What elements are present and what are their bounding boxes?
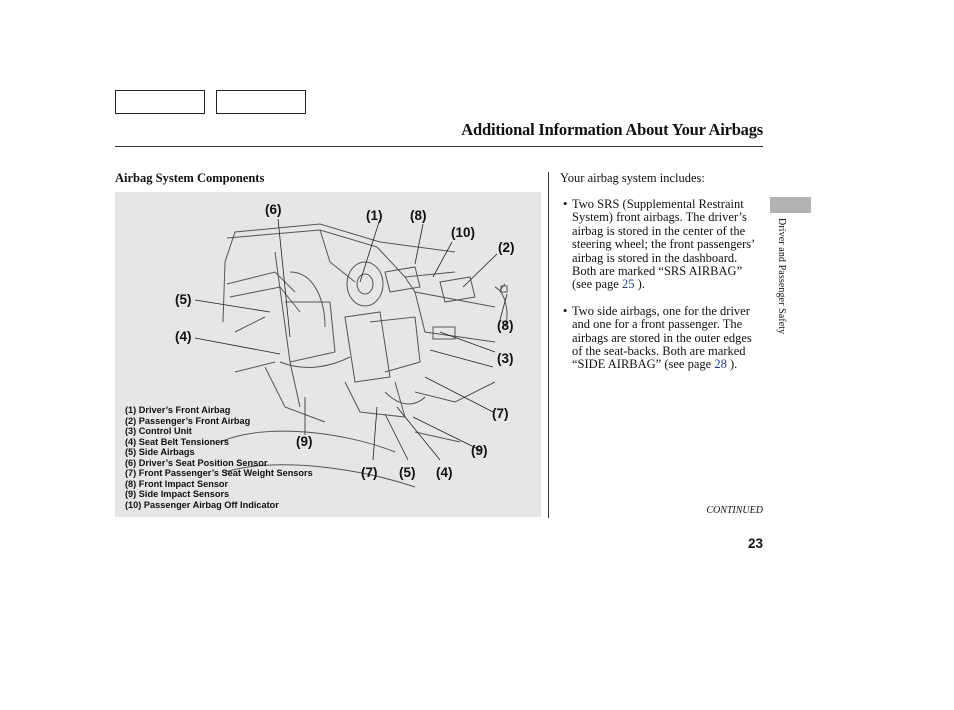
bullet-marker: •	[563, 197, 568, 211]
legend-item: (5) Side Airbags	[125, 447, 195, 457]
callout-3: (3)	[497, 351, 514, 366]
column-divider	[548, 172, 549, 518]
callout-5: (5)	[175, 292, 192, 307]
page-link-25[interactable]: 25	[621, 277, 635, 292]
section-tab-label: Driver and Passenger Safety	[776, 218, 787, 335]
intro-text: Your airbag system includes:	[560, 171, 705, 185]
page-title: Additional Information About Your Airbags	[461, 120, 763, 139]
bullet-text-end: ).	[634, 277, 645, 292]
callout-8-lower: (8)	[497, 318, 514, 333]
callout-4: (4)	[175, 329, 192, 344]
callout-2: (2)	[498, 240, 515, 255]
legend-item: (7) Front Passenger’s Seat Weight Sensors	[125, 468, 313, 478]
airbag-components-figure	[115, 192, 541, 517]
bullet-marker: •	[563, 303, 568, 318]
section-tab-marker	[770, 197, 811, 213]
legend-item: (1) Driver’s Front Airbag	[125, 405, 231, 415]
bullet-text: Two side airbags, one for the driver and one for a front passenger. The airbags are stored in the outer edges of the seat-backs. Both are marked “SIDE AIRBAG” (see page	[572, 303, 752, 372]
callout-1: (1)	[366, 208, 383, 223]
legend-item: (6) Driver’s Seat Position Sensor	[125, 457, 268, 468]
legend-item: (4) Seat Belt Tensioners	[125, 436, 229, 447]
nav-previous-button[interactable]	[115, 90, 205, 114]
bullet-list	[563, 198, 763, 385]
components-legend	[125, 405, 313, 510]
legend-item: (2) Passenger’s Front Airbag	[125, 415, 251, 426]
section-heading: Airbag System Components	[115, 171, 265, 185]
bullet-text: Two SRS (Supplemental Restraint System) front airbags. The driver’s airbag is stored in the center of the steering wheel; the front passengers’ airbag is stored in the dashboard. Both are marked “SRS AIRBAG” (see page	[572, 197, 755, 292]
page-number: 23	[747, 536, 763, 551]
callout-4-lower: (4)	[436, 465, 453, 480]
callout-9-right: (9)	[471, 443, 488, 458]
continued-label: CONTINUED	[706, 505, 763, 516]
legend-item: (8) Front Impact Sensor	[125, 478, 229, 489]
bullet-text-end: ).	[726, 357, 738, 372]
callout-7: (7)	[492, 406, 509, 421]
list-item	[563, 305, 763, 372]
legend-item: (10) Passenger Airbag Off Indicator	[125, 499, 279, 510]
page-link-28[interactable]: 28	[714, 357, 727, 372]
callout-5-lower: (5)	[399, 465, 416, 480]
callout-6: (6)	[265, 202, 282, 217]
callout-8: (8)	[410, 208, 427, 223]
list-item	[563, 198, 763, 292]
header-divider	[115, 146, 763, 147]
legend-item: (9) Side Impact Sensors	[125, 489, 230, 499]
callout-7-lower: (7)	[361, 465, 378, 480]
nav-next-button[interactable]	[216, 90, 306, 114]
legend-item: (3) Control Unit	[125, 426, 192, 436]
callout-10: (10)	[451, 225, 476, 240]
callout-9: (9)	[296, 434, 313, 449]
